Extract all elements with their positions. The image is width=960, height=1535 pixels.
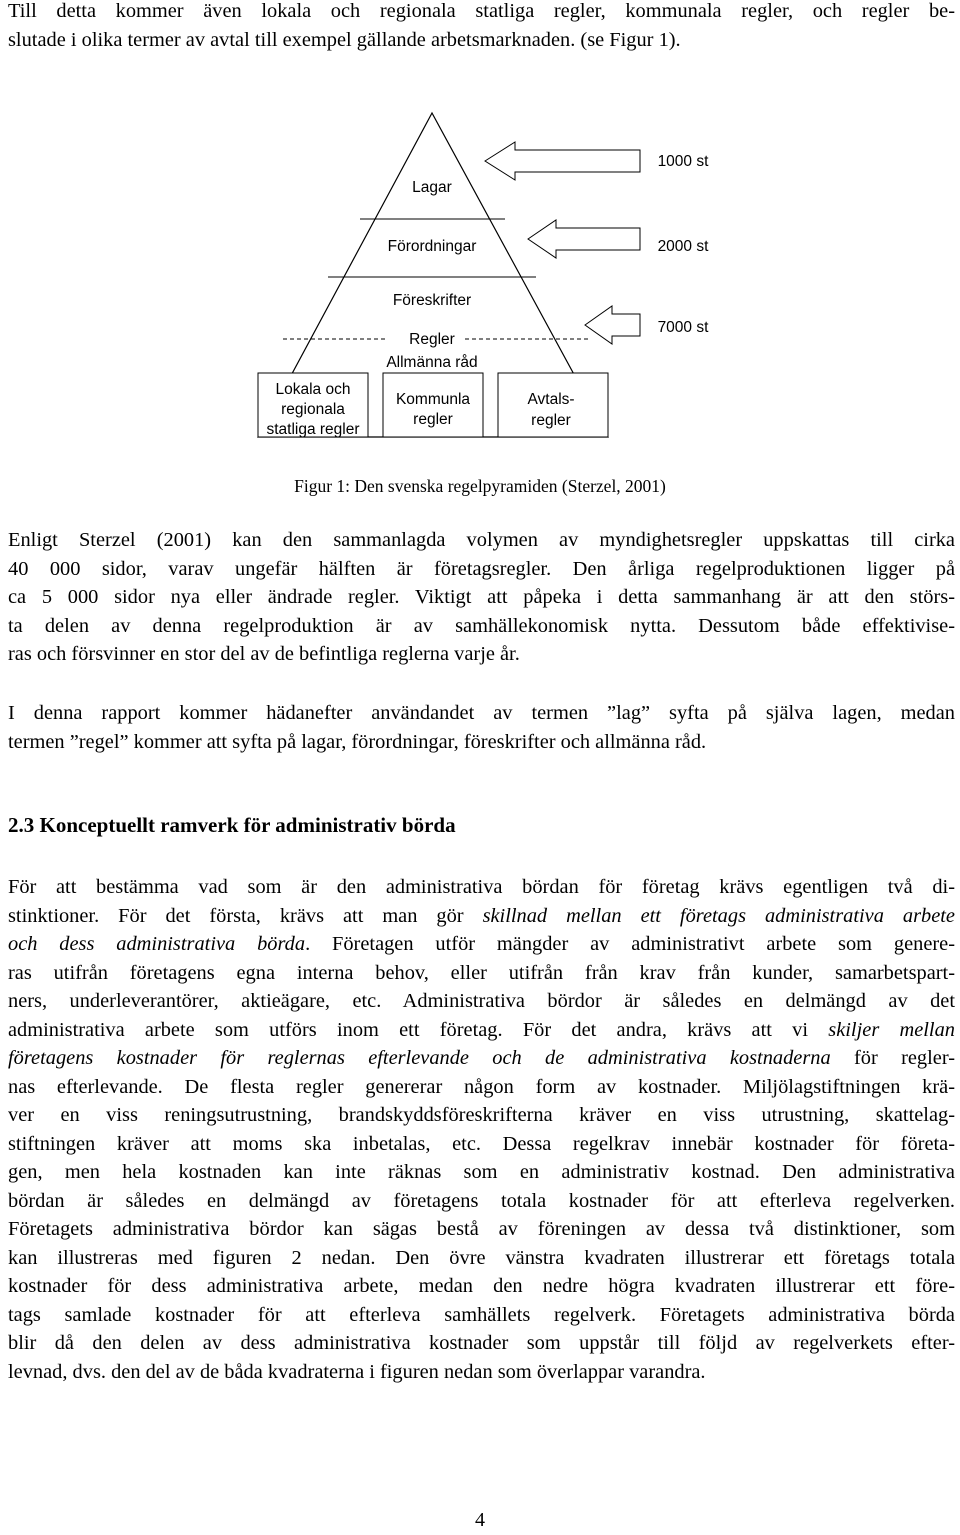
paragraph-terms xyxy=(8,699,955,756)
text-line: ners, underleverantörer, aktieägare, etc. Administrativa bördor är således en delmängd av det xyxy=(8,990,955,1012)
emphasis-text: och dess administrativa börda xyxy=(8,933,306,955)
section-heading: 2.3 Konceptuellt ramverk för administrativ börda xyxy=(8,813,456,837)
text-line xyxy=(8,902,955,931)
arrow-2000 xyxy=(528,220,640,258)
label-lokala-1: Lokala och xyxy=(275,381,351,398)
rule-pyramid-figure xyxy=(0,100,960,460)
text-run: administrativa arbete som utförs inom ett företag. För det andra, krävs att vi xyxy=(8,1018,829,1041)
label-allmanna-rad: Allmänna råd xyxy=(386,354,478,371)
text-line: termen ”regel” kommer att syfta på lagar, förordningar, föreskrifter och allmänna råd. xyxy=(8,730,707,753)
text-run: stinktioner. För det första, krävs att man gör xyxy=(8,904,483,927)
text-line xyxy=(8,930,955,959)
text-line xyxy=(8,1016,955,1045)
text-run: för regler- xyxy=(830,1047,955,1069)
text-line: Enligt Sterzel (2001) kan den sammanlagda volymen av myndighetsregler uppskattas till cirka xyxy=(8,529,955,551)
label-forordningar: Förordningar xyxy=(387,238,477,255)
arrow-7000 xyxy=(585,306,640,344)
text-line: ta delen av denna regelproduktion är av samhällekonomisk nytta. Dessutom både effektivise- xyxy=(8,614,955,637)
text-line: kostnader för dess administrativa arbete, medan den nedre högra kvadraten illustrerar ett före- xyxy=(8,1275,955,1297)
label-regler: Regler xyxy=(409,331,455,348)
label-avtals-2: regler xyxy=(531,412,571,429)
figure-caption: Figur 1: Den svenska regelpyramiden (Sterzel, 2001) xyxy=(294,476,666,496)
text-line: gen, men hela kostnaden kan inte räknas som en administrativ kostnad. Den administrativa xyxy=(8,1161,955,1183)
label-lokala-3: statliga regler xyxy=(266,421,360,438)
paragraph-framework xyxy=(8,873,955,1386)
text-line: stiftningen kräver att moms ska inbetalas, etc. Dessa regelkrav innebär kostnader för företa- xyxy=(8,1132,955,1155)
text-line: 40 000 sidor, varav ungefär hälften är företagsregler. Den årliga regelproduktionen ligger på xyxy=(8,557,955,580)
text-line: ras och försvinner en stor del av de befintliga reglerna varje år. xyxy=(8,643,520,665)
text-line: tags samlade kostnader för att efterleva samhällets regelverk. Företagets administrativa börda xyxy=(8,1303,955,1326)
text-line: bördan är således en delmängd av företagens totala kostnader för att efterleva regelverken. xyxy=(8,1189,955,1212)
text-line: slutade i olika termer av avtal till exempel gällande arbetsmarknaden. (se Figur 1). xyxy=(8,28,681,51)
intro-paragraph xyxy=(8,0,955,54)
text-line xyxy=(8,1044,955,1073)
count-7000: 7000 st xyxy=(657,319,709,336)
label-lagar: Lagar xyxy=(412,179,452,196)
label-foreskrifter: Föreskrifter xyxy=(392,292,472,309)
text-line: ver en viss reningsutrustning, brandskyddsföreskrifterna kräver en viss utrustning, skattelag- xyxy=(8,1104,955,1126)
count-2000: 2000 st xyxy=(657,238,709,255)
text-line: Till detta kommer även lokala och regionala statliga regler, kommunala regler, och regler be- xyxy=(8,0,955,22)
arrow-1000 xyxy=(485,142,640,180)
text-line: nas efterlevande. De flesta regler genererar någon form av kostnader. Miljölagstiftningen krä- xyxy=(8,1075,955,1098)
label-kommunala-2: regler xyxy=(413,411,453,428)
emphasis-text: skiljer mellan xyxy=(828,1018,955,1041)
text-line: blir då den delen av dess administrativa kostnader som uppstår till följd av regelverkets efter- xyxy=(8,1332,955,1354)
text-line: levnad, dvs. den del av de båda kvadraterna i figuren nedan som överlappar varandra. xyxy=(8,1360,706,1383)
text-line: ca 5 000 sidor nya eller ändrade regler. Viktigt att påpeka i detta sammanhang är att den störs- xyxy=(8,586,955,608)
page-number: 4 xyxy=(475,1509,485,1531)
text-line: I denna rapport kommer hädanefter användandet av termen ”lag” syfta på själva lagen, medan xyxy=(8,702,955,724)
label-kommunala-1: Kommunla xyxy=(395,391,471,408)
label-avtals-1: Avtals- xyxy=(527,391,575,408)
paragraph-sterzel xyxy=(8,526,955,669)
text-line: För att bestämma vad som är den administrativa bördan för företag krävs egentligen två di- xyxy=(8,876,955,898)
label-lokala-2: regionala xyxy=(281,401,345,418)
emphasis-text: företagens kostnader för reglernas efterlevande och de administrativa kostnaderna xyxy=(8,1047,831,1069)
text-line: kan illustreras med figuren 2 nedan. Den övre vänstra kvadraten illustrerar ett företags totala xyxy=(8,1246,955,1269)
text-line: Företagets administrativa bördor kan sägas bestå av föreningen av dessa två distinktioner, som xyxy=(8,1218,955,1240)
emphasis-text: skillnad mellan ett företags administrativa arbete xyxy=(482,904,955,927)
count-1000: 1000 st xyxy=(657,153,709,170)
text-line: ras utifrån företagens egna interna behov, eller utifrån från krav från kunder, samarbetspart- xyxy=(8,961,955,984)
text-run: . Företagen utför mängder av administrativt arbete som genere- xyxy=(305,933,955,955)
